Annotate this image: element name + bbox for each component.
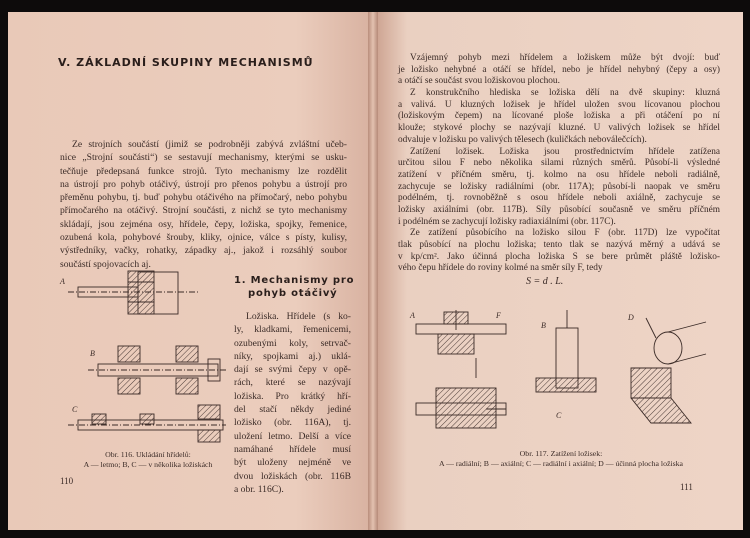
text-line: tlak působící na plochu ložiska; tento tlak se nazývá měrný a udává se xyxy=(398,240,720,250)
text-line: ložiska. Pro krátký hří- xyxy=(234,390,351,402)
text-line: i podélném se zachycují ložisky radiaxiálními (obr. 117C). xyxy=(398,216,616,227)
caption-line: A — radiální; B — axiální; C — radiální i axiální; D — účinná plocha ložiska xyxy=(438,459,684,468)
text-line: namáhané hřídele musí xyxy=(234,443,351,455)
text-line: ozubená kola, pohybové šrouby, kliky, ojnice, válce s písty, kulisy, xyxy=(60,232,347,244)
figure-label-b: B xyxy=(90,349,95,358)
text-line: určitou silou F nebo několika silami různých směrů. Působí-li výsledné xyxy=(398,158,720,169)
text-line: Ložiska. Hřídele (s ko- xyxy=(246,311,351,322)
text-line: přeměnu pohybu, tj. buď pohybu otáčivého na přímočarý, nebo pohybu xyxy=(60,192,347,204)
book-gutter xyxy=(368,12,378,530)
text-line: v kp/cm². Jako účinná plocha ložiska S se bere průmět pláště ložisko- xyxy=(398,251,720,262)
figure-117-caption xyxy=(396,449,726,469)
force-label-f: F xyxy=(496,311,501,320)
figure-label-a: A xyxy=(60,277,65,286)
figure-label-c: C xyxy=(72,405,78,414)
text-line: Zatížení ložisek. Ložiska jsou prostřednictvím hřídele zatížena xyxy=(410,146,720,157)
text-line: Ze strojních součástí (jimiž se podrobněji zabývá zvláštní učeb- xyxy=(72,139,347,150)
section-heading xyxy=(234,274,354,300)
text-line: tečňuje předepsaná funkce strojů. Tyto mechanismy lze rozdělit xyxy=(60,165,347,177)
text-line: zachycuje se ložisky radiálními (obr. 117A); působí-li naopak ve směru xyxy=(398,181,720,192)
caption-line: Obr. 117. Zatížení ložisek: xyxy=(519,449,603,458)
text-line: výstředníky, vačky, rohatky, západky aj., jakož i rozsáhlý soubor xyxy=(60,245,347,257)
right-page xyxy=(378,12,743,530)
text-line: Vzájemný pohyb mezi hřídelem a ložiskem může být dvojí: buď xyxy=(410,53,720,63)
text-line: a otáčí se součást svou ložiskovou plochou. xyxy=(398,76,560,87)
text-line: níky, spojkami aj.) uklá- xyxy=(234,350,351,362)
text-line: dvou ložiskách (obr. 116B xyxy=(234,470,351,482)
text-line: na ústrojí pro pohyb otáčivý, ústrojí pro přenos pohybu a ústrojí pro xyxy=(60,178,347,190)
text-line: a obr. 116C). xyxy=(234,483,284,495)
text-line: podélném, tj. rovnoběžně s osou hřídele neboli axiálně, zachycuje se xyxy=(398,193,720,204)
text-line: součástí spojovacích aj. xyxy=(60,258,151,270)
text-line: uložení letmo. Delší a více xyxy=(234,430,351,442)
page-number: 111 xyxy=(680,482,693,492)
figure-label-d: D xyxy=(628,313,634,322)
text-line: dají se svými čepy v opě- xyxy=(234,364,351,376)
figure-label-c: C xyxy=(556,411,562,420)
figure-117-bearing-loads xyxy=(406,308,726,453)
text-line: odvaluje v ložisku po valivých tělesech (kuličkách neboválečcích). xyxy=(398,134,647,145)
text-line: ložisky axiálními (obr. 117B). Síly působící současně ve směru příčném xyxy=(398,204,720,215)
text-line: rách, které se nazývají xyxy=(234,377,351,389)
intro-paragraph xyxy=(60,138,347,271)
text-line: ozubenými koly, setrvač- xyxy=(234,337,351,349)
text-line: a valivá. U kluzných ložisek je hřídel uložen svou lícovanou plochou xyxy=(398,99,720,110)
bearings-paragraph xyxy=(234,310,351,496)
text-line: (ložiskovým čepem) na lícované ploše ložiska a při otáčení po ní xyxy=(398,111,720,122)
chapter-title: V. ZÁKLADNÍ SKUPINY MECHANISMŮ xyxy=(58,56,314,69)
text-line: skládají, jsou zejména osy, hřídele, čepy, ložiska, spojky, řemenice, xyxy=(60,218,347,230)
text-line: ly, kladkami, řemenicemi, xyxy=(234,324,351,336)
text-line: být uloženy nejméně ve xyxy=(234,457,351,469)
text-line: del stačí někdy jediné xyxy=(234,404,351,416)
figure-label-b: B xyxy=(541,321,546,330)
bearing-load-text xyxy=(398,53,720,275)
section-heading-line: 1. Mechanismy pro xyxy=(234,275,355,286)
text-line: vého čepu hřídele do roviny kolmé na směr síly F, tedy xyxy=(398,263,603,274)
text-line: je ložisko nehybné a otáčí se hřídel, nebo je hřídel nehybný (čepy a osy) xyxy=(398,64,720,75)
page-number: 110 xyxy=(60,476,74,486)
figure-116-caption xyxy=(68,450,228,470)
text-line: nice „Strojní součásti“) se sestavují mechanismy, kterými se usku- xyxy=(60,152,347,164)
section-heading-line: pohyb otáčivý xyxy=(248,288,338,299)
caption-line: A — letmo; B, C — v několika ložiskách xyxy=(83,460,213,469)
text-line: klouže; stykové plochy se nazývají kluzné. U valivých ložisek se hřídel xyxy=(398,123,720,134)
figure-label-a: A xyxy=(410,311,415,320)
text-line: zatížení v příčném směru, tj. kolmo na osu hřídele neboli radiálně, xyxy=(398,169,720,180)
caption-line: Obr. 116. Ukládání hřídelů: xyxy=(105,450,191,459)
formula: S = d . L. xyxy=(526,276,564,287)
left-page xyxy=(8,12,368,530)
text-line: přímočarého na otáčivý. Strojní součásti, z nichž se tyto mechanismy xyxy=(60,205,347,217)
text-line: ložisko (obr. 116A), tj. xyxy=(234,417,351,429)
text-line: Ze zatížení působícího na ložisko silou F (obr. 117D) lze vypočítat xyxy=(410,228,720,239)
text-line: Z konstrukčního hlediska se ložiska dělí na dvě skupiny: kluzná xyxy=(410,88,720,99)
figure-116-shafts xyxy=(58,270,228,445)
